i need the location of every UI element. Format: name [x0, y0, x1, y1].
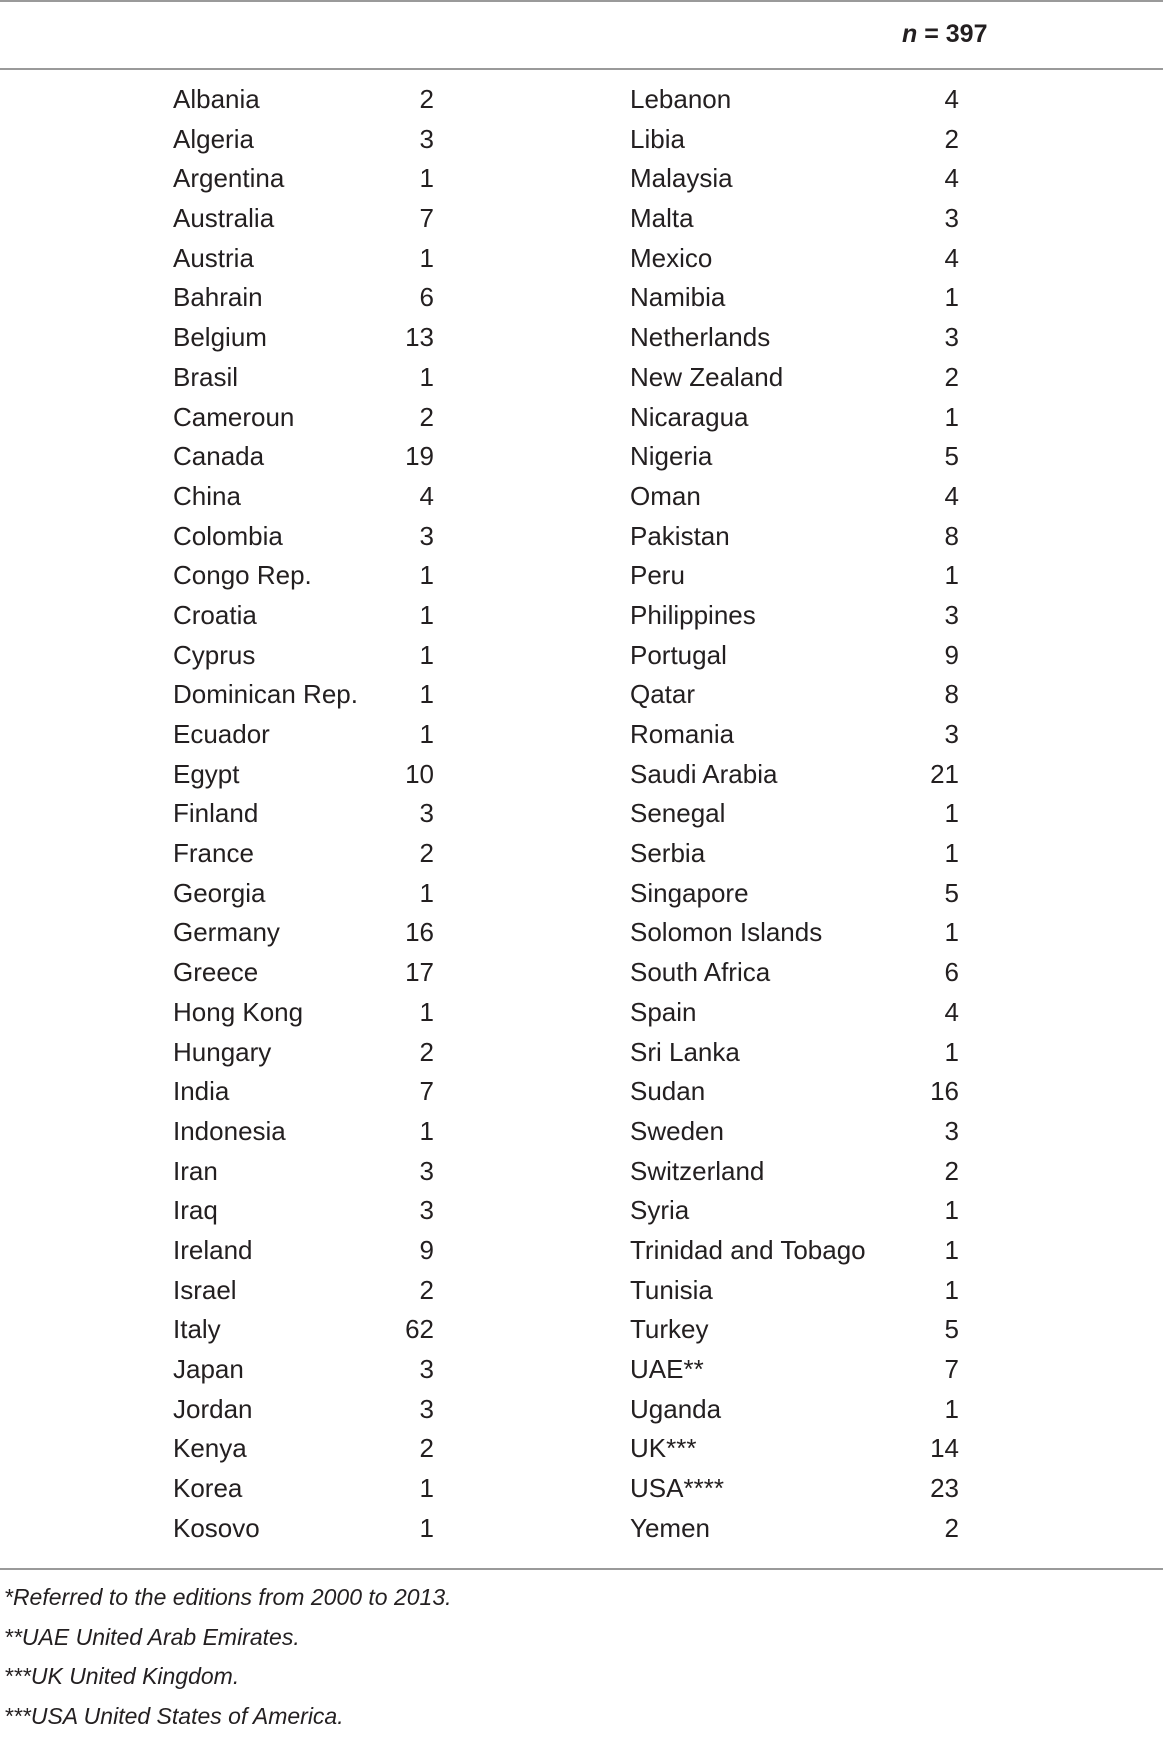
left-country-name: Argentina: [173, 163, 285, 194]
left-country-name: Korea: [173, 1473, 243, 1504]
right-country-name: Serbia: [630, 838, 706, 869]
left-country-count: 1: [419, 719, 434, 749]
left-country-name: Iraq: [173, 1195, 218, 1226]
right-country-name: Lebanon: [630, 84, 732, 114]
right-country-count: 16: [930, 1076, 959, 1107]
footnote: *Referred to the editions from 2000 to 2013.: [4, 1584, 452, 1610]
right-country-name: Mexico: [630, 242, 713, 273]
table-row: [0, 1469, 1163, 1509]
left-country-count: 1: [419, 163, 434, 194]
left-country-name: Austria: [173, 242, 254, 273]
table-body: [0, 80, 1163, 1548]
left-country-count: 6: [419, 282, 434, 313]
left-country-name: Greece: [173, 957, 259, 988]
left-country-name: Algeria: [173, 123, 254, 154]
table-row: [0, 1310, 1163, 1350]
right-country-count: 1: [944, 282, 959, 313]
right-country-count: 1: [944, 1274, 959, 1305]
table-header-row: [0, 2, 1163, 68]
left-country-name: Brasil: [173, 361, 239, 392]
right-country-name: Nicaragua: [630, 401, 749, 432]
right-country-count: 1: [944, 917, 959, 948]
right-country-name: South Africa: [630, 957, 771, 988]
left-country-name: Japan: [173, 1354, 244, 1384]
right-country-count: 7: [944, 1354, 959, 1384]
right-country-name: Trinidad and Tobago: [630, 1234, 866, 1265]
table-footnotes: [4, 1578, 1154, 1737]
right-country-count: 1: [944, 1036, 959, 1067]
right-country-count: 9: [944, 639, 959, 670]
right-country-count: 2: [944, 123, 959, 154]
left-country-count: 10: [405, 758, 434, 789]
left-country-name: Indonesia: [173, 1115, 286, 1146]
table-row: [0, 596, 1163, 636]
table-row: [0, 834, 1163, 874]
table-row: [0, 1429, 1163, 1469]
right-country-count: 4: [944, 163, 959, 194]
left-country-name: Jordan: [173, 1393, 253, 1424]
right-country-count: 3: [944, 599, 959, 630]
right-country-count: 3: [944, 203, 959, 234]
left-country-name: Israel: [173, 1274, 237, 1305]
right-country-name: Yemen: [630, 1512, 710, 1543]
footnote: ***UK United Kingdom.: [4, 1663, 240, 1690]
right-country-name: Saudi Arabia: [630, 758, 778, 789]
table-row: [0, 437, 1163, 477]
left-country-name: Hong Kong: [173, 996, 304, 1027]
left-country-count: 1: [419, 1512, 434, 1543]
left-country-name: Dominican Rep.: [173, 679, 358, 710]
left-country-name: Australia: [173, 203, 275, 234]
left-country-count: 1: [419, 679, 434, 710]
right-country-name: Singapore: [630, 877, 749, 908]
table-row: [0, 1112, 1163, 1152]
left-country-count: 2: [419, 84, 434, 114]
table-row: [0, 477, 1163, 517]
right-country-name: Portugal: [630, 639, 727, 670]
right-country-count: 6: [944, 957, 959, 988]
right-country-count: 3: [944, 1115, 959, 1146]
left-country-count: 2: [419, 1274, 434, 1305]
right-country-name: Pakistan: [630, 520, 730, 551]
right-country-count: 1: [944, 401, 959, 432]
table-row: [0, 913, 1163, 953]
left-country-name: Hungary: [173, 1036, 272, 1067]
left-country-count: 7: [419, 203, 434, 234]
table-row: [0, 1350, 1163, 1390]
table-row: [0, 1191, 1163, 1231]
left-country-name: Cyprus: [173, 639, 256, 670]
table-row: [0, 80, 1163, 120]
left-country-name: Egypt: [173, 758, 240, 789]
right-country-name: Solomon Islands: [630, 917, 823, 948]
right-country-name: Switzerland: [630, 1155, 765, 1186]
left-country-count: 3: [419, 123, 434, 154]
left-country-count: 3: [419, 1195, 434, 1226]
right-country-name: Romania: [630, 719, 735, 749]
table-row: [0, 318, 1163, 358]
left-country-count: 16: [405, 917, 434, 948]
table-row: [0, 1152, 1163, 1192]
left-country-name: Germany: [173, 917, 280, 948]
left-country-count: 1: [419, 1115, 434, 1146]
table-row: [0, 993, 1163, 1033]
right-country-count: 2: [944, 1512, 959, 1543]
right-country-count: 5: [944, 877, 959, 908]
right-country-name: Libia: [630, 123, 685, 154]
table-row: [0, 1231, 1163, 1271]
right-country-count: 3: [944, 719, 959, 749]
right-country-name: UAE**: [630, 1354, 704, 1384]
table-row: [0, 159, 1163, 199]
right-country-name: UK***: [630, 1433, 697, 1464]
table-row: [0, 1033, 1163, 1073]
right-country-name: USA****: [630, 1473, 724, 1504]
left-country-name: Kenya: [173, 1433, 247, 1464]
right-country-name: Netherlands: [630, 322, 771, 353]
table-row: [0, 358, 1163, 398]
left-country-count: 1: [419, 599, 434, 630]
right-country-count: 5: [944, 1314, 959, 1345]
left-country-name: Colombia: [173, 520, 283, 551]
right-country-name: Sweden: [630, 1115, 724, 1146]
right-country-count: 8: [944, 520, 959, 551]
right-country-count: 4: [944, 480, 959, 511]
left-country-name: Italy: [173, 1314, 221, 1345]
left-country-count: 1: [419, 996, 434, 1027]
table-row: [0, 755, 1163, 795]
left-country-name: Canada: [173, 441, 265, 472]
table-row: [0, 398, 1163, 438]
left-country-count: 3: [419, 1393, 434, 1424]
right-country-count: 3: [944, 322, 959, 353]
table-row: [0, 517, 1163, 557]
right-country-name: Qatar: [630, 679, 696, 710]
table-row: [0, 715, 1163, 755]
table-row: [0, 120, 1163, 160]
right-country-name: Oman: [630, 480, 701, 511]
right-country-count: 4: [944, 84, 959, 114]
left-country-name: China: [173, 480, 241, 511]
right-country-count: 23: [930, 1473, 959, 1504]
left-country-count: 3: [419, 798, 434, 829]
table-row: [0, 953, 1163, 993]
right-country-count: 4: [944, 242, 959, 273]
right-country-name: Sudan: [630, 1076, 706, 1107]
right-country-name: Senegal: [630, 798, 726, 829]
left-country-count: 1: [419, 877, 434, 908]
right-country-count: 14: [930, 1433, 959, 1464]
left-country-name: Cameroun: [173, 401, 295, 432]
left-country-count: 3: [419, 1155, 434, 1186]
left-country-count: 1: [419, 242, 434, 273]
table-row: [0, 1072, 1163, 1112]
table-row: [0, 1390, 1163, 1430]
right-country-name: Nigeria: [630, 441, 713, 472]
right-country-name: Tunisia: [630, 1274, 713, 1305]
total-n-label: [902, 20, 987, 49]
left-country-count: 7: [419, 1076, 434, 1107]
right-country-name: Turkey: [630, 1314, 709, 1345]
right-country-name: Malta: [630, 203, 694, 234]
right-country-count: 4: [944, 996, 959, 1027]
right-country-count: 1: [944, 1234, 959, 1265]
left-country-count: 2: [419, 1036, 434, 1067]
left-country-name: Georgia: [173, 877, 266, 908]
right-country-name: Namibia: [630, 282, 726, 313]
table-row: [0, 636, 1163, 676]
right-country-name: Uganda: [630, 1393, 722, 1424]
left-country-count: 4: [419, 480, 434, 511]
left-country-count: 2: [419, 401, 434, 432]
n-variable: n: [902, 20, 918, 48]
left-country-name: Croatia: [173, 599, 257, 630]
right-country-count: 2: [944, 1155, 959, 1186]
table-row: [0, 556, 1163, 596]
table-row: [0, 675, 1163, 715]
right-country-name: Malaysia: [630, 163, 733, 194]
left-country-name: Finland: [173, 798, 259, 829]
left-country-count: 1: [419, 560, 434, 591]
left-country-count: 9: [419, 1234, 434, 1265]
left-country-count: 3: [419, 1354, 434, 1384]
footnote: ***USA United States of America.: [4, 1703, 344, 1730]
left-country-name: Ireland: [173, 1234, 253, 1265]
n-value: = 397: [917, 20, 988, 48]
left-country-name: Iran: [173, 1155, 218, 1186]
left-country-name: Bahrain: [173, 282, 263, 313]
left-country-count: 2: [419, 838, 434, 869]
left-country-name: France: [173, 838, 254, 869]
right-country-name: Sri Lanka: [630, 1036, 740, 1067]
table-bottom-rule: [0, 1568, 1163, 1570]
left-country-count: 13: [405, 322, 434, 353]
right-country-count: 1: [944, 798, 959, 829]
table-row: [0, 278, 1163, 318]
right-country-count: 1: [944, 1195, 959, 1226]
left-country-count: 3: [419, 520, 434, 551]
left-country-count: 2: [419, 1433, 434, 1464]
right-country-count: 8: [944, 679, 959, 710]
left-country-name: Belgium: [173, 322, 267, 353]
right-country-name: Spain: [630, 996, 697, 1027]
right-country-name: Syria: [630, 1195, 690, 1226]
table-row: [0, 239, 1163, 279]
left-country-name: Albania: [173, 84, 260, 114]
left-country-count: 19: [405, 441, 434, 472]
table-row: [0, 1509, 1163, 1549]
left-country-name: India: [173, 1076, 230, 1107]
table-row: [0, 874, 1163, 914]
footnote: **UAE United Arab Emirates.: [4, 1623, 300, 1650]
right-country-count: 1: [944, 560, 959, 591]
left-country-count: 17: [405, 957, 434, 988]
left-country-count: 1: [419, 639, 434, 670]
table-row: [0, 1271, 1163, 1311]
left-country-name: Congo Rep.: [173, 560, 312, 591]
right-country-count: 1: [944, 1393, 959, 1424]
right-country-name: New Zealand: [630, 361, 784, 392]
right-country-name: Philippines: [630, 599, 756, 630]
right-country-count: 21: [930, 758, 959, 789]
left-country-name: Ecuador: [173, 719, 270, 749]
left-country-count: 1: [419, 1473, 434, 1504]
left-country-name: Kosovo: [173, 1512, 260, 1543]
left-country-count: 62: [405, 1314, 434, 1345]
right-country-name: Peru: [630, 560, 685, 591]
table-row: [0, 199, 1163, 239]
right-country-count: 5: [944, 441, 959, 472]
table-header-rule: [0, 68, 1163, 70]
table-row: [0, 794, 1163, 834]
right-country-count: 2: [944, 361, 959, 392]
right-country-count: 1: [944, 838, 959, 869]
left-country-count: 1: [419, 361, 434, 392]
